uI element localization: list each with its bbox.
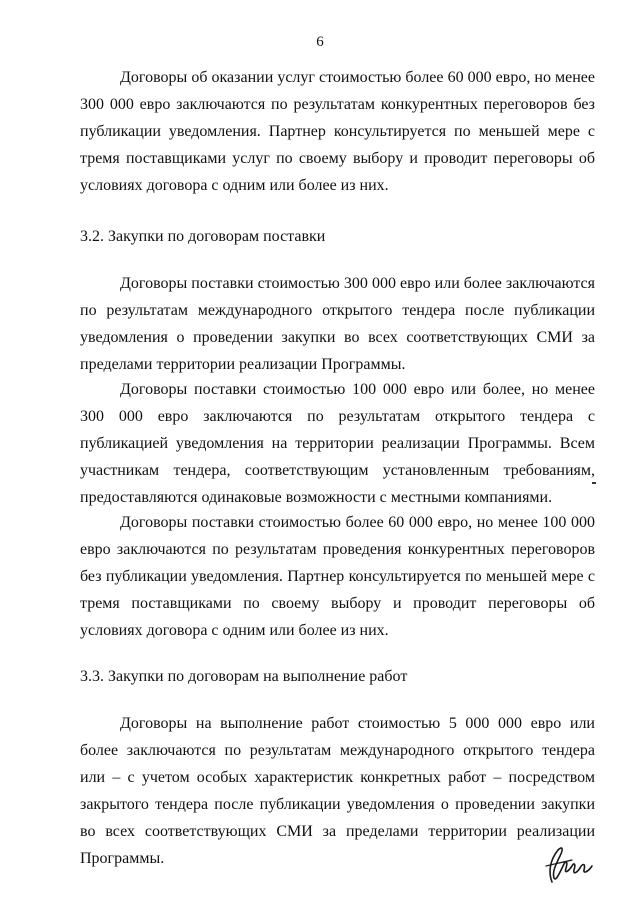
section-heading-3-2: 3.2. Закупки по договорам поставки xyxy=(80,228,326,245)
paragraph-works-international-tender: Договоры на выполнение работ стоимостью 5 000 000 евро или более заключаются по результатам международного открытого тендера или – с учетом особых характеристик конкретных работ – посредством закрытого тендера после публикации уведомления о проведении закупки во всех соответствующих СМИ за пределами территории реализации Программы. xyxy=(80,715,595,867)
section-heading-3-3: 3.3. Закупки по договорам на выполнение работ xyxy=(80,668,408,685)
paragraph-supply-open-tender: Договоры поставки стоимостью 100 000 евро или более, но менее 300 000 евро заключаются по результатам открытого тендера с публикацией уведомления на территории реализации Программы. Всем участникам тендера, соответствующим установленным требованиям, предоставляются одинаковые возможности с местными компаниями. xyxy=(80,381,595,506)
signature-initials xyxy=(538,842,598,888)
paragraph-supply-international-tender: Договоры поставки стоимостью 300 000 евро или более заключаются по результатам международного открытого тендера после публикации уведомления о проведении закупки во всех соответствующих СМИ за пределами территории реализации Программы. xyxy=(80,275,595,373)
stray-ink-mark xyxy=(592,482,596,484)
page-number: 6 xyxy=(316,34,324,50)
paragraph-supply-negotiations: Договоры поставки стоимостью более 60 000 евро, но менее 100 000 евро заключаются по результатам проведения конкурентных переговоров без публикации уведомления. Партнер консультируется по меньшей мере с тремя поставщиками по своему выбору и проводит переговоры об условиях договора с одним или более из них. xyxy=(80,514,595,639)
paragraph-services-negotiations: Договоры об оказании услуг стоимостью более 60 000 евро, но менее 300 000 евро заключаются по результатам конкурентных переговоров без публикации уведомления. Партнер консультируется по меньшей мере с тремя поставщиками услуг по своему выбору и проводит переговоры об условиях договора с одним или более из них. xyxy=(80,69,595,194)
